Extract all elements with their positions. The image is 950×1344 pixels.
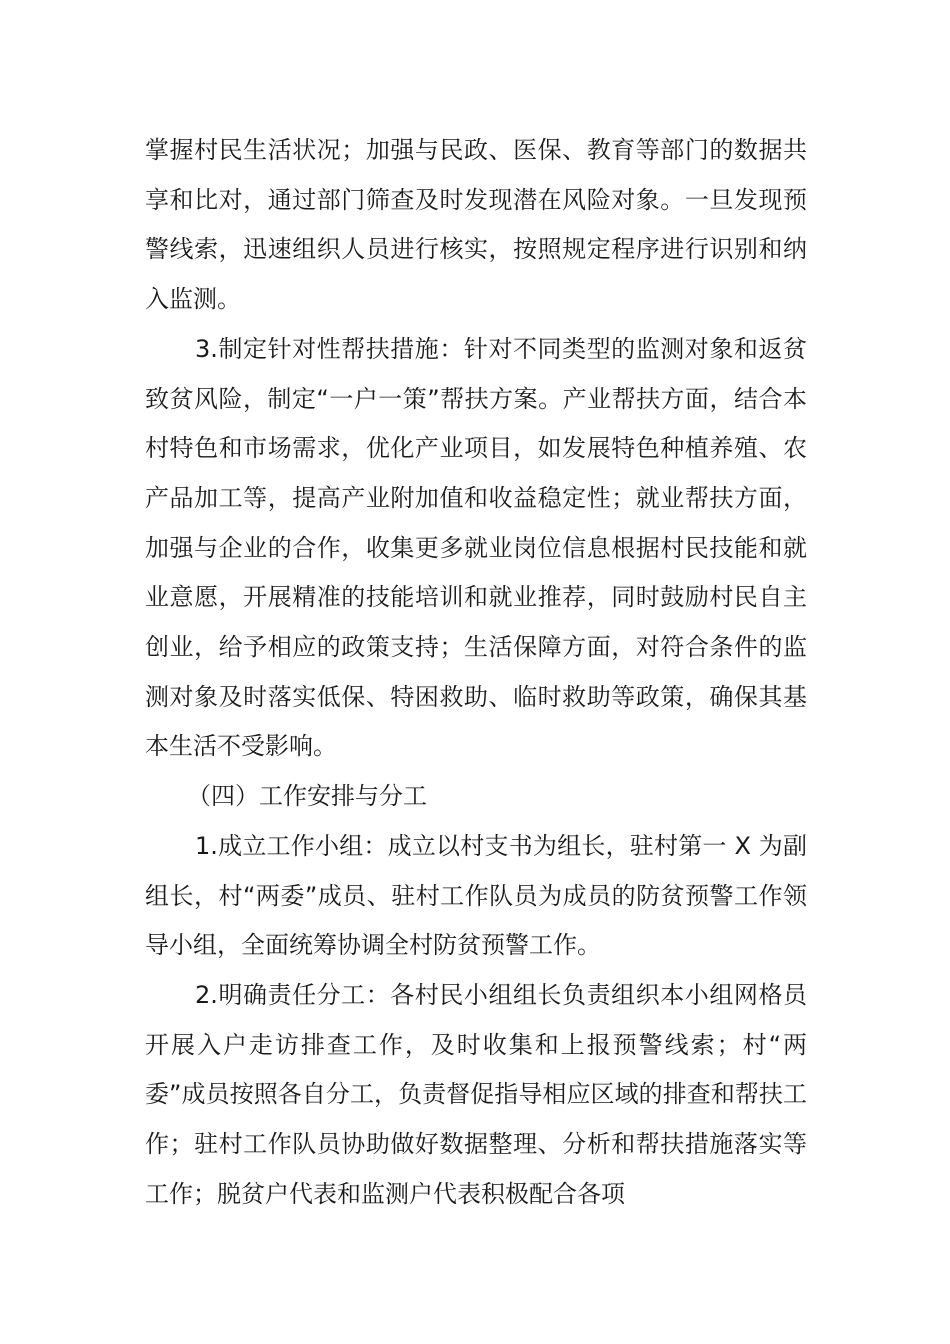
section-heading-work-arrangement: （四）工作安排与分工 <box>187 782 427 811</box>
paragraph-item-1-working-group: 1.成立工作小组：成立以村支书为组长，驻村第一 X 为副组长，村“两委”成员、驻村工作队员为成员的防贫预警工作领导小组，全面统筹协调全村防贫预警工作。 <box>145 831 807 960</box>
document-body <box>145 126 807 1219</box>
paragraph-item-3-assistance-measures: 3.制定针对性帮扶措施：针对不同类型的监测对象和返贫致贫风险，制定“一户一策”帮扶方案。产业帮扶方面，结合本村特色和市场需求，优化产业项目，如发展特色种植养殖、农产品加工等，提高产业附加值和收益稳定性；就业帮扶方面，加强与企业的合作，收集更多就业岗位信息根据村民技能和就业意愿，开展精准的技能培训和就业推荐，同时鼓励村民自主创业，给予相应的政策支持；生活保障方面，对符合条件的监测对象及时落实低保、特困救助、临时救助等政策，确保其基本生活不受影响。 <box>145 334 807 761</box>
paragraph-item-2-responsibilities: 2.明确责任分工：各村民小组组长负责组织本小组网格员开展入户走访排查工作，及时收集和上报预警线索；村“两委”成员按照各自分工，负责督促指导相应区域的排查和帮扶工作；驻村工作队员协助做好数据整理、分析和帮扶措施落实等工作；脱贫户代表和监测户代表积极配合各项 <box>145 980 807 1208</box>
paragraph-continuation: 掌握村民生活状况；加强与民政、医保、教育等部门的数据共享和比对，通过部门筛查及时发现潜在风险对象。一旦发现预警线索，迅速组织人员进行核实，按照规定程序进行识别和纳入监测。 <box>145 136 807 314</box>
